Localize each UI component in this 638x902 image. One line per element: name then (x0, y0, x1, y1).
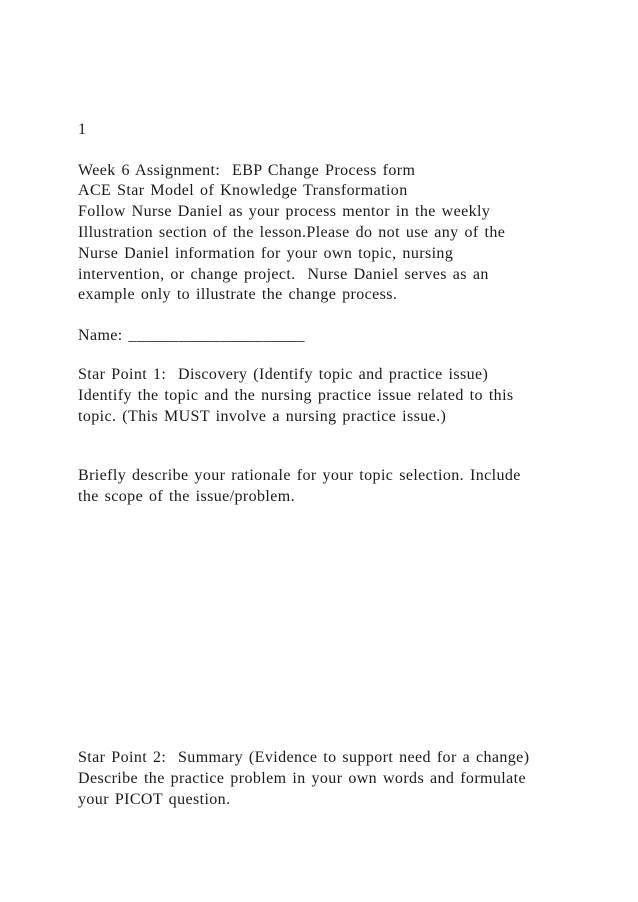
rationale-line: Briefly describe your rationale for your topic selection. Include (78, 467, 521, 484)
star-point-2-line: your PICOT question. (78, 791, 231, 808)
model-subtitle: ACE Star Model of Knowledge Transformation (78, 182, 408, 199)
star-point-2-heading: Star Point 2: Summary (Evidence to support need for a change) (78, 749, 530, 766)
star-point-2-line: Describe the practice problem in your own words and formulate (78, 770, 526, 787)
intro-line: intervention, or change project. Nurse Daniel serves as an (78, 266, 489, 283)
intro-line: Nurse Daniel information for your own topic, nursing (78, 245, 454, 262)
name-field-line: Name: _____________________ (78, 327, 305, 344)
assignment-title: Week 6 Assignment: EBP Change Process form (78, 162, 416, 179)
page-number: 1 (78, 121, 87, 138)
intro-line: Illustration section of the lesson.Please do not use any of the (78, 224, 506, 241)
star-point-1-line: topic. (This MUST involve a nursing practice issue.) (78, 408, 447, 425)
star-point-1-heading: Star Point 1: Discovery (Identify topic and practice issue) (78, 366, 489, 383)
rationale-line: the scope of the issue/problem. (78, 488, 296, 505)
star-point-1-line: Identify the topic and the nursing practice issue related to this (78, 387, 514, 404)
intro-line: example only to illustrate the change process. (78, 286, 398, 303)
intro-line: Follow Nurse Daniel as your process mentor in the weekly (78, 203, 491, 220)
